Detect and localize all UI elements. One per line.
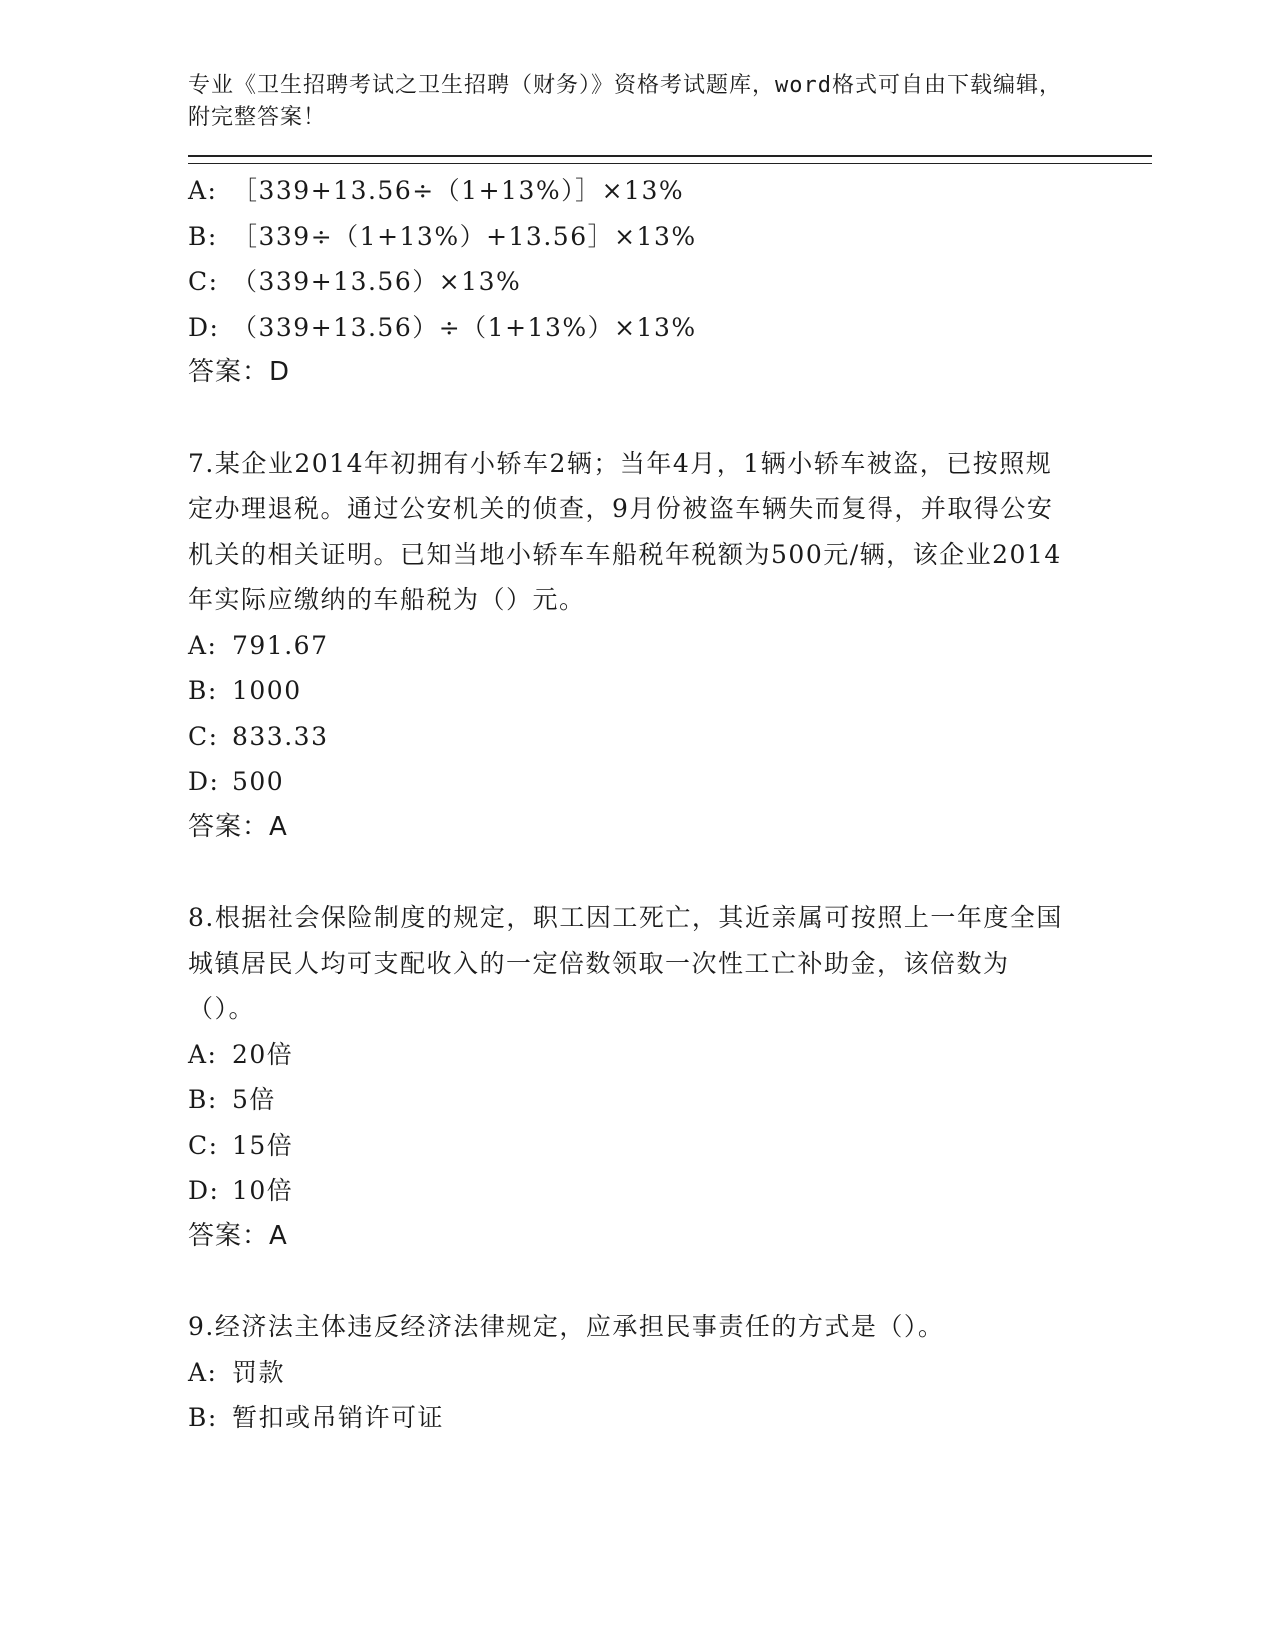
option-text: 833.33 <box>232 721 329 751</box>
option-text: ［339+13.56÷（1+13%）］×13% <box>232 176 685 205</box>
question-stem: 8.根据社会保险制度的规定，职工因工死亡，其近亲属可按照上一年度全国城镇居民人均可支配收入的一定倍数领取一次性工亡补助金，该倍数为（）。 <box>188 903 1063 1023</box>
option-text: 5倍 <box>232 1085 276 1114</box>
option-text: 1000 <box>232 676 302 705</box>
option-letter: B: <box>188 221 218 251</box>
option-d <box>188 1168 1148 1214</box>
option-a <box>188 168 1148 214</box>
question-7 <box>188 441 1148 851</box>
option-letter: D: <box>188 767 220 796</box>
option-text: （339+13.56）×13% <box>232 267 522 296</box>
option-letter: A: <box>188 1357 218 1387</box>
option-letter: D: <box>188 312 220 342</box>
option-c <box>188 1123 1148 1169</box>
option-letter: C: <box>188 1130 219 1160</box>
option-letter: B: <box>188 1085 218 1114</box>
option-c <box>188 259 1148 305</box>
option-a <box>188 1350 1148 1396</box>
option-text: 791.67 <box>232 630 329 660</box>
question-stem: 9.经济法主体违反经济法律规定，应承担民事责任的方式是（）。 <box>188 1312 945 1341</box>
document-page <box>188 70 1148 1441</box>
option-letter: B: <box>188 676 218 705</box>
document-header: 专业《卫生招聘考试之卫生招聘（财务）》资格考试题库，word格式可自由下载编辑，附完整答案！ <box>188 73 1062 130</box>
option-text: 暂扣或吊销许可证 <box>232 1403 445 1432</box>
option-text: 10倍 <box>232 1176 294 1205</box>
question-8 <box>188 895 1148 1259</box>
answer-line: 答案：D <box>188 357 291 387</box>
option-d <box>188 305 1148 351</box>
option-a <box>188 623 1148 669</box>
question-6 <box>188 168 1148 396</box>
option-text: 罚款 <box>232 1357 286 1387</box>
option-b <box>188 1395 1148 1441</box>
option-text: ［339÷（1+13%）+13.56］×13% <box>232 221 697 251</box>
option-text: 500 <box>232 767 285 796</box>
answer-line: 答案：A <box>188 811 288 842</box>
option-d <box>188 759 1148 805</box>
option-text: 15倍 <box>232 1130 294 1160</box>
option-letter: C: <box>188 721 219 751</box>
option-letter: A: <box>188 1039 218 1069</box>
option-b <box>188 668 1148 714</box>
header-divider <box>188 155 1152 164</box>
option-b <box>188 1077 1148 1123</box>
question-stem: 7.某企业2014年初拥有小轿车2辆；当年4月，1辆小轿车被盗，已按照规定办理退税。通过公安机关的侦查，9月份被盗车辆失而复得，并取得公安机关的相关证明。已知当地小轿车车船税年税额为500元/辆，该企业2014年实际应缴纳的车船税为（）元。 <box>188 448 1062 614</box>
option-letter: A: <box>188 630 218 660</box>
question-9 <box>188 1304 1148 1441</box>
option-c <box>188 714 1148 760</box>
option-text: 20倍 <box>232 1039 294 1069</box>
option-letter: A: <box>188 176 218 205</box>
option-b <box>188 214 1148 260</box>
option-a <box>188 1032 1148 1078</box>
option-text: （339+13.56）÷（1+13%）×13% <box>232 312 697 342</box>
option-letter: D: <box>188 1176 220 1205</box>
option-letter: B: <box>188 1403 218 1432</box>
option-letter: C: <box>188 267 219 296</box>
answer-line: 答案：A <box>188 1220 288 1251</box>
